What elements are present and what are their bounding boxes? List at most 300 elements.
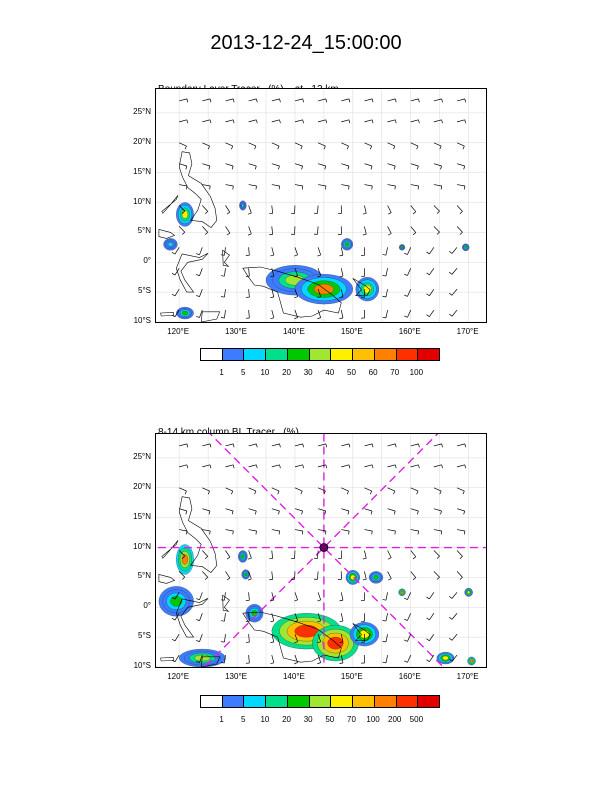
wind-barb	[449, 268, 457, 274]
wind-barb	[364, 465, 373, 468]
wind-barb	[383, 613, 388, 621]
wind-barb	[434, 185, 442, 190]
wind-barb	[426, 310, 433, 317]
wind-barb	[246, 310, 249, 318]
tracer-contour	[401, 246, 403, 248]
wind-barb	[196, 268, 202, 275]
wind-barb	[225, 206, 229, 215]
wind-barb	[449, 613, 457, 619]
wind-barb	[179, 164, 187, 170]
wind-barb	[318, 530, 326, 535]
lat-tick-label: 5°N	[137, 226, 151, 236]
wind-barb	[411, 530, 419, 535]
wind-barb	[172, 289, 179, 296]
wind-barb	[364, 120, 373, 123]
wind-barb	[270, 655, 273, 664]
wind-barb	[318, 99, 327, 102]
colorbar-swatch	[418, 349, 439, 360]
wind-barb	[404, 655, 410, 662]
wind-barb	[179, 488, 186, 494]
colorbar-swatch	[266, 349, 288, 360]
colorbar-label: 50	[347, 368, 356, 377]
wind-barb	[388, 444, 397, 447]
wind-barb	[317, 247, 320, 256]
wind-barb	[363, 226, 366, 235]
wind-barb	[172, 655, 179, 662]
wind-barb	[457, 206, 462, 214]
wind-barb	[411, 206, 416, 214]
wind-barb	[317, 592, 320, 601]
wind-barb	[426, 634, 433, 641]
lat-tick-label: 5°N	[137, 571, 151, 581]
wind-barb	[221, 592, 226, 600]
wind-barb	[270, 247, 273, 256]
wind-barb	[318, 185, 326, 190]
wind-barb	[457, 530, 465, 535]
colorbar-swatch	[375, 349, 397, 360]
coastline	[159, 229, 175, 238]
wind-barb	[434, 509, 442, 515]
wind-barb	[249, 185, 257, 190]
lat-tick-label: 5°S	[138, 286, 151, 296]
wind-barb	[404, 247, 410, 254]
coastline	[161, 312, 174, 316]
wind-barb	[225, 509, 233, 515]
wind-barb	[426, 289, 433, 296]
wind-barb	[449, 247, 457, 253]
wind-barb	[411, 164, 419, 170]
wind-barb	[272, 488, 279, 494]
lat-tick-label: 0°	[143, 256, 151, 266]
wind-barb	[196, 634, 202, 641]
tracer-contour	[314, 284, 334, 294]
wind-barb	[269, 206, 272, 214]
wind-barb	[457, 444, 466, 447]
wind-barb	[457, 551, 462, 559]
wind-barb	[179, 185, 187, 190]
wind-barb	[361, 592, 364, 600]
colorbar-swatch	[418, 696, 439, 707]
wind-barb	[246, 634, 249, 642]
wind-barb	[404, 289, 410, 296]
wind-barb	[295, 120, 304, 123]
wind-barb	[179, 465, 188, 468]
wind-barb	[295, 509, 303, 515]
tracer-contour	[467, 591, 470, 594]
colorbar-swatch	[201, 696, 223, 707]
wind-barb	[291, 206, 295, 214]
lat-tick-label: 10°N	[133, 541, 151, 551]
wind-barb	[404, 310, 410, 317]
wind-barb	[383, 289, 388, 297]
wind-barb	[202, 226, 207, 234]
wind-barb	[434, 226, 440, 234]
wind-barb	[221, 310, 226, 318]
coastline	[162, 540, 178, 558]
wind-barb	[341, 488, 348, 494]
tracer-contour	[168, 242, 173, 246]
wind-barb	[388, 488, 395, 494]
wind-barb	[426, 247, 433, 254]
wind-barb	[341, 120, 350, 123]
coastline	[223, 250, 230, 266]
coastline	[201, 312, 220, 322]
wind-barb	[426, 613, 433, 620]
lat-tick-label: 10°S	[133, 661, 151, 670]
colorbar-label: 20	[282, 368, 291, 377]
lat-tick-label: 15°N	[133, 511, 151, 521]
wind-barb	[364, 509, 372, 515]
wind-barb	[411, 465, 420, 468]
wind-barb	[221, 247, 226, 255]
wind-barb	[221, 634, 226, 642]
wind-barb	[434, 530, 442, 535]
wind-barb	[383, 592, 388, 600]
wind-barb	[225, 120, 234, 123]
wind-barb	[295, 164, 303, 170]
wind-barb	[225, 99, 234, 102]
wind-barb	[457, 99, 466, 102]
colorbar-label: 60	[368, 368, 378, 377]
coastline	[159, 574, 175, 583]
colorbar-label: 70	[390, 368, 400, 377]
wind-barb	[363, 551, 366, 560]
wind-barb	[248, 226, 251, 235]
wind-barb	[411, 226, 416, 234]
wind-barb	[225, 571, 229, 580]
colorbar-swatch	[331, 696, 353, 707]
wind-barb	[457, 143, 464, 149]
wind-barb	[388, 120, 397, 123]
wind-barb	[434, 551, 440, 559]
wind-barb	[202, 488, 209, 494]
wind-barb	[388, 185, 396, 190]
wind-barb	[388, 143, 395, 149]
wind-barb	[383, 268, 388, 276]
tracer-contour	[182, 311, 188, 315]
coastline	[162, 195, 178, 213]
wind-barb	[318, 444, 327, 447]
wind-barb	[457, 509, 465, 515]
wind-barb	[434, 120, 443, 123]
wind-barb	[363, 571, 366, 580]
wind-barb	[295, 530, 303, 535]
wind-barb	[172, 634, 179, 641]
wind-barb	[225, 143, 232, 149]
wind-barb	[341, 444, 350, 447]
wind-barb	[434, 164, 442, 170]
wind-barb	[340, 592, 343, 601]
wind-barb	[202, 206, 207, 214]
wind-barb	[364, 444, 373, 447]
wind-barb	[411, 99, 420, 102]
wind-barb	[457, 185, 465, 190]
panel2-plot-svg	[156, 434, 486, 667]
lat-tick-label: 10°S	[133, 316, 151, 325]
wind-barb	[457, 164, 465, 170]
wind-barb	[338, 551, 341, 559]
wind-barb	[404, 268, 410, 275]
wind-barb	[383, 310, 388, 318]
colorbar-swatch	[288, 696, 310, 707]
wind-barb	[295, 465, 304, 468]
wind-barb	[272, 185, 280, 190]
wind-barb	[411, 143, 418, 149]
wind-barb	[449, 592, 457, 598]
wind-barb	[383, 247, 388, 255]
wind-barb	[246, 655, 249, 663]
colorbar-label: 5	[241, 368, 246, 377]
wind-barb	[457, 465, 466, 468]
wind-barb	[434, 465, 443, 468]
wind-barb	[457, 120, 466, 123]
lon-tick-label: 130°E	[225, 672, 247, 681]
lon-tick-label: 170°E	[456, 672, 479, 681]
wind-barb	[338, 571, 341, 579]
wind-barb	[221, 289, 226, 297]
lat-tick-label: 15°N	[133, 166, 151, 176]
lat-tick-label: 20°N	[133, 136, 151, 146]
wind-barb	[272, 120, 281, 123]
wind-barb	[314, 226, 318, 234]
wind-barb	[361, 247, 364, 255]
wind-barb	[338, 206, 341, 214]
lat-tick-label: 5°S	[138, 631, 151, 641]
wind-barb	[388, 206, 392, 215]
lon-tick-label: 160°E	[398, 672, 421, 681]
wind-barb	[249, 164, 257, 170]
tracer-contour	[443, 656, 449, 660]
colorbar-swatch	[266, 696, 288, 707]
wind-barb	[318, 120, 327, 123]
wind-barb	[388, 465, 397, 468]
wind-barb	[196, 613, 202, 620]
colorbar-swatch	[201, 349, 223, 360]
wind-barb	[202, 143, 209, 149]
wind-barb	[246, 289, 249, 297]
wind-barb	[196, 310, 202, 317]
colorbar-swatch	[331, 349, 353, 360]
wind-barb	[225, 465, 234, 468]
wind-barb	[248, 551, 251, 560]
wind-barb	[202, 465, 211, 468]
colorbar-label: 40	[325, 368, 335, 377]
tracer-contour	[244, 573, 247, 576]
wind-barb	[317, 310, 320, 319]
page-title: 2013-12-24_15:00:00	[210, 32, 402, 54]
wind-barb	[295, 99, 304, 102]
wind-barb	[404, 634, 410, 641]
wind-barb	[196, 247, 202, 254]
wind-barb	[225, 551, 229, 560]
wind-barb	[388, 164, 396, 170]
wind-barb	[411, 444, 420, 447]
wind-barb	[202, 99, 211, 102]
wind-barb	[361, 655, 364, 663]
wind-barb	[179, 509, 187, 515]
wind-barb	[341, 530, 349, 535]
wind-barb	[340, 310, 343, 319]
wind-barb	[221, 613, 226, 621]
colorbar-swatch	[397, 349, 419, 360]
wind-barb	[364, 164, 372, 170]
colorbar-swatch	[244, 349, 266, 360]
wind-barb	[249, 143, 256, 149]
wind-barb	[221, 268, 226, 276]
wind-barb	[272, 164, 280, 170]
lon-tick-label: 120°E	[167, 327, 190, 336]
colorbar-label: 30	[303, 368, 313, 377]
wind-barb	[202, 571, 207, 579]
coastline	[161, 657, 174, 661]
wind-barb	[341, 185, 349, 190]
colorbar-swatch	[288, 349, 310, 360]
wind-barb	[179, 120, 188, 123]
panel2-colorbar	[200, 695, 440, 708]
wind-barb	[341, 465, 350, 468]
colorbar-swatch	[375, 696, 397, 707]
colorbar-swatch	[244, 696, 266, 707]
wind-barb	[179, 530, 187, 535]
wind-barb	[404, 613, 410, 620]
wind-barb	[202, 164, 210, 170]
lon-tick-label: 150°E	[340, 327, 363, 336]
wind-barb	[388, 226, 392, 235]
wind-barb	[364, 488, 371, 494]
wind-barb	[179, 143, 186, 149]
wind-barb	[196, 592, 202, 599]
wind-barb	[411, 509, 419, 515]
wind-barb	[361, 268, 364, 276]
wind-barb	[295, 444, 304, 447]
colorbar-label: 10	[260, 368, 270, 377]
lat-tick-label: 20°N	[133, 481, 151, 491]
wind-barb	[364, 185, 372, 190]
wind-barb	[364, 143, 371, 149]
lat-tick-label: 25°N	[133, 106, 151, 116]
lon-tick-label: 140°E	[282, 327, 305, 336]
wind-barb	[457, 571, 462, 579]
panel1-map	[155, 88, 487, 323]
wind-barb	[383, 655, 388, 663]
colorbar-label: 1	[219, 368, 224, 377]
colorbar-label: 200	[388, 715, 402, 724]
lat-tick-label: 10°N	[133, 196, 151, 206]
tracer-contour	[241, 554, 244, 558]
storm-center-marker	[320, 544, 328, 552]
wind-barb	[269, 571, 272, 579]
wind-barb	[388, 509, 396, 515]
wind-barb	[225, 530, 233, 535]
wind-barb	[318, 143, 325, 149]
wind-barb	[270, 310, 273, 319]
wind-barb	[248, 206, 251, 215]
wind-barb	[361, 613, 364, 621]
wind-barb	[225, 185, 233, 190]
wind-barb	[225, 164, 233, 170]
tracer-contour	[401, 591, 403, 593]
wind-barb	[363, 206, 366, 215]
wind-barb	[411, 488, 418, 494]
wind-barb	[434, 206, 440, 214]
wind-barb	[249, 465, 258, 468]
wind-barb	[449, 310, 457, 316]
wind-barb	[361, 310, 364, 318]
tracer-contour	[374, 575, 379, 579]
lon-tick-label: 160°E	[398, 327, 421, 336]
wind-barb	[318, 465, 327, 468]
wind-barb	[295, 185, 303, 190]
colorbar-swatch	[310, 696, 332, 707]
wind-barb	[426, 592, 433, 599]
wind-barb	[318, 164, 326, 170]
wind-barb	[179, 226, 185, 234]
colorbar-label: 20	[282, 715, 291, 724]
colorbar-label: 500	[409, 715, 424, 724]
colorbar-swatch	[353, 696, 375, 707]
wind-barb	[340, 613, 343, 622]
colorbar-swatch	[223, 349, 245, 360]
wind-barb	[340, 247, 343, 256]
lon-tick-label: 150°E	[340, 672, 363, 681]
tracer-contour	[242, 204, 244, 207]
coastline	[176, 253, 208, 292]
colorbar-label: 30	[303, 715, 313, 724]
lat-tick-label: 25°N	[133, 451, 151, 461]
wind-barb	[411, 551, 416, 559]
wind-barb	[314, 206, 318, 214]
wind-barb	[196, 289, 202, 296]
wind-barb	[249, 444, 258, 447]
tracer-contour	[182, 210, 188, 218]
wind-barb	[340, 268, 343, 277]
wind-barb	[318, 509, 326, 515]
wind-barb	[202, 444, 211, 447]
wind-barb	[295, 488, 302, 494]
wind-barb	[388, 530, 396, 535]
wind-barb	[434, 488, 441, 494]
wind-barb	[269, 226, 272, 234]
wind-barb	[249, 120, 258, 123]
wind-barb	[434, 571, 440, 579]
wind-barb	[426, 268, 433, 275]
wind-barb	[272, 444, 281, 447]
tracer-contour	[470, 660, 473, 663]
colorbar-label: 70	[347, 715, 356, 724]
wind-barb	[295, 143, 302, 149]
wind-barb	[249, 509, 257, 515]
wind-barb	[179, 444, 188, 447]
wind-barb	[272, 465, 281, 468]
wind-barb	[338, 226, 341, 234]
wind-barb	[457, 488, 464, 494]
wind-barb	[314, 571, 318, 579]
colorbar-swatch	[397, 696, 419, 707]
wind-barb	[249, 530, 257, 535]
coastline	[223, 595, 230, 611]
colorbar-swatch	[223, 696, 245, 707]
wind-barb	[291, 551, 295, 559]
wind-barb	[202, 120, 211, 123]
lon-tick-label: 140°E	[282, 672, 305, 681]
lon-tick-label: 130°E	[225, 327, 247, 336]
wind-barb	[434, 99, 443, 102]
wind-barb	[434, 444, 443, 447]
colorbar-label: 1	[219, 715, 224, 724]
panel1-colorbar	[200, 348, 440, 361]
colorbar-label: 100	[366, 715, 380, 724]
wind-barb	[225, 444, 234, 447]
